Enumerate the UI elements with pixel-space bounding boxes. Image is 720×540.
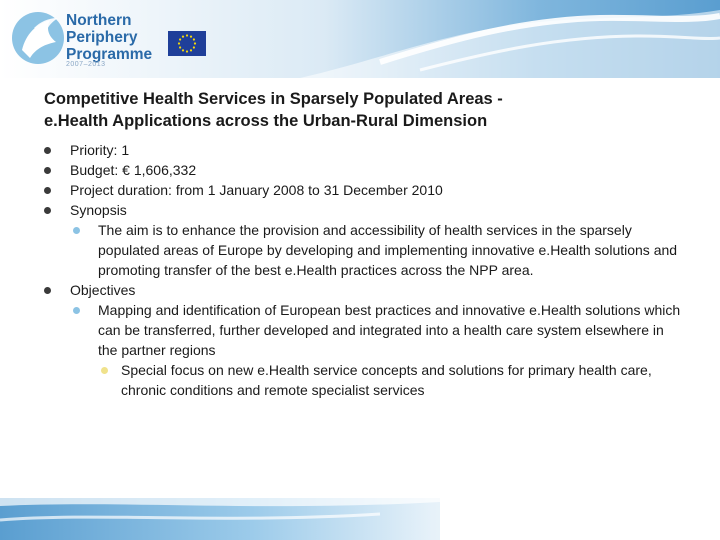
slide-title xyxy=(44,88,694,132)
bullet-priority xyxy=(44,140,684,160)
bullet-budget xyxy=(44,160,684,180)
bullet-dot-icon xyxy=(44,187,51,194)
bullet-text: Project duration: from 1 January 2008 to 31 December 2010 xyxy=(70,182,443,198)
bullet-dot-icon xyxy=(44,167,51,174)
eu-flag-icon xyxy=(168,31,206,56)
bullet-text: Objectives xyxy=(70,282,136,298)
bullet-text: Synopsis xyxy=(70,202,127,218)
bullet-dot-icon xyxy=(44,207,51,214)
bullet-list xyxy=(44,140,684,400)
bullet-duration xyxy=(44,180,684,200)
logo-wordmark xyxy=(66,12,152,63)
bullet-text: Mapping and identification of European best practices and innovative e.Health solutions which can be transferred, further developed and integrated into a health care system elsewhere in the partner regions xyxy=(98,302,681,358)
objective-sublist xyxy=(98,360,684,400)
objective-item xyxy=(70,300,684,400)
objective-subitem xyxy=(98,360,684,400)
logo-line-3: Programme xyxy=(66,46,153,63)
bullet-dot-icon xyxy=(44,287,51,294)
synopsis-sublist xyxy=(70,220,684,280)
synopsis-item xyxy=(70,220,684,280)
bullet-dot-icon xyxy=(44,147,51,154)
logo-line-2: Periphery xyxy=(66,29,138,46)
slide-title-line-1: Competitive Health Services in Sparsely Populated Areas - xyxy=(44,90,503,108)
header-band xyxy=(0,0,720,78)
slide-title-line-2: e.Health Applications across the Urban-Rural Dimension xyxy=(44,112,488,130)
bullet-text: The aim is to enhance the provision and accessibility of health services in the sparsely populated areas of Europe by developing and implementing innovative e.Health solutions and promoting transfer of the best e.Health practices across the NPP area. xyxy=(98,222,678,278)
logo-years: 2007–2013 xyxy=(66,61,106,68)
objectives-sublist xyxy=(70,300,684,400)
bullet-dot-icon xyxy=(73,307,80,314)
bullet-text: Budget: € 1,606,332 xyxy=(70,162,197,178)
bullet-objectives xyxy=(44,280,684,400)
programme-bird-logo-icon xyxy=(12,8,68,68)
slide-content xyxy=(44,140,684,400)
bullet-text: Special focus on new e.Health service concepts and solutions for primary health care, chronic conditions and remote specialist services xyxy=(121,362,652,398)
bullet-text: Priority: 1 xyxy=(70,142,130,158)
logo-line-1: Northern xyxy=(66,12,132,29)
bullet-synopsis xyxy=(44,200,684,280)
footer-wave-decoration xyxy=(0,498,720,540)
bullet-dot-icon xyxy=(73,227,80,234)
bullet-dot-icon xyxy=(101,367,108,374)
